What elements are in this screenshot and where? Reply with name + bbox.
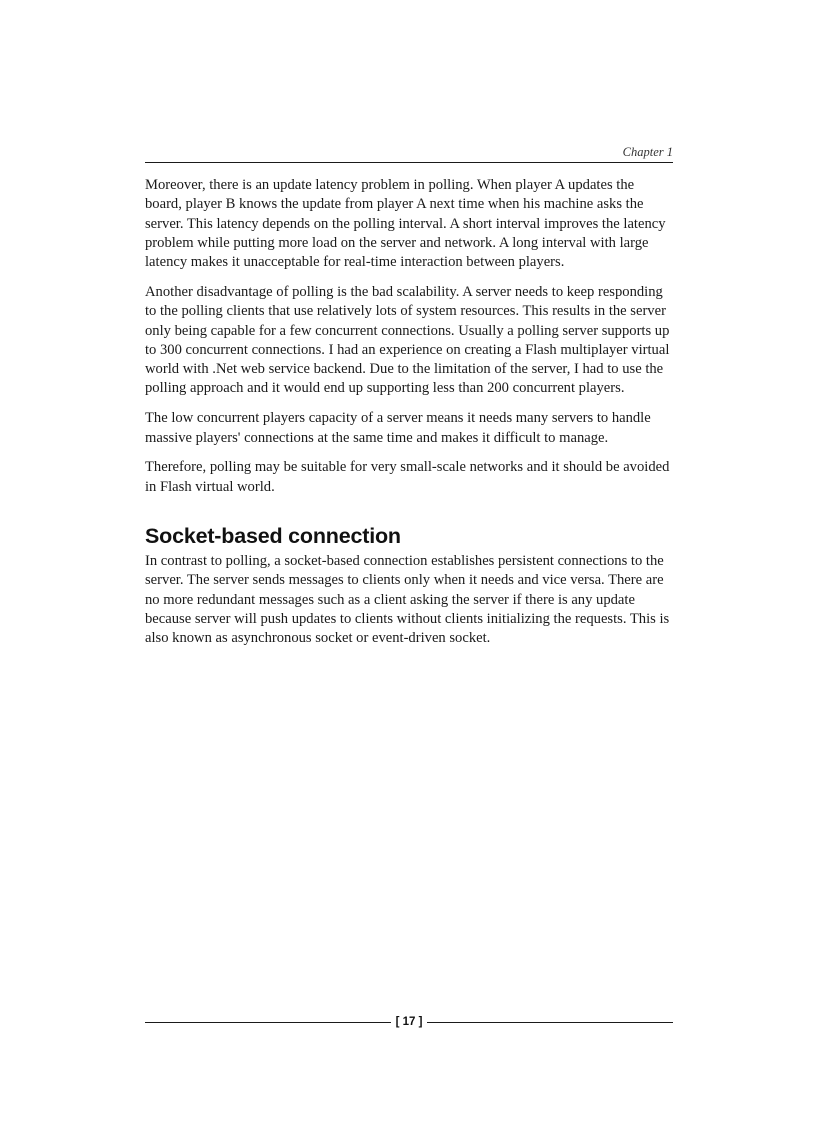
chapter-label: Chapter 1 [622,145,673,159]
section-heading: Socket-based connection [145,523,401,548]
page-footer [145,1013,673,1031]
paragraph-low-capacity: The low concurrent players capacity of a server means it needs many servers to handle massive players' connections at the same time and makes it difficult to manage. [145,410,651,446]
paragraph-polling-conclusion: Therefore, polling may be suitable for very small-scale networks and it should be avoided in Flash virtual world. [145,459,670,495]
page-number: [ 17 ] [395,1016,423,1028]
paragraph-socket-connection: In contrast to polling, a socket-based connection establishes persistent connections to the server. The server sends messages to clients only when it needs and vice versa. There are no more redundant messages such as a client asking the server if there is any update because server will push updates to clients without clients initializing the requests. This is also known as asynchronous socket or event-driven socket. [145,552,670,647]
footer-rule-left [145,1022,391,1023]
paragraph-update-latency: Moreover, there is an update latency problem in polling. When player A updates the board, player B knows the update from player A next time when his machine asks the server. This latency depends on the polling interval. A short interval improves the latency problem while putting more load on the server and network. A long interval with large latency makes it unacceptable for real-time interaction between players. [145,177,666,271]
page-body [145,176,673,659]
footer-rule-right [427,1022,673,1023]
running-header [145,144,673,163]
paragraph-scalability: Another disadvantage of polling is the bad scalability. A server needs to keep responding to the polling clients that use relatively lots of system resources. This results in the server only being capable for a few concurrent connections. Usually a polling server supports up to 300 concurrent connections. I had an experience on creating a Flash multiplayer virtual world with .Net web service backend. Due to the limitation of the server, I had to use the polling approach and it would end up supporting less than 200 concurrent players. [145,283,670,397]
